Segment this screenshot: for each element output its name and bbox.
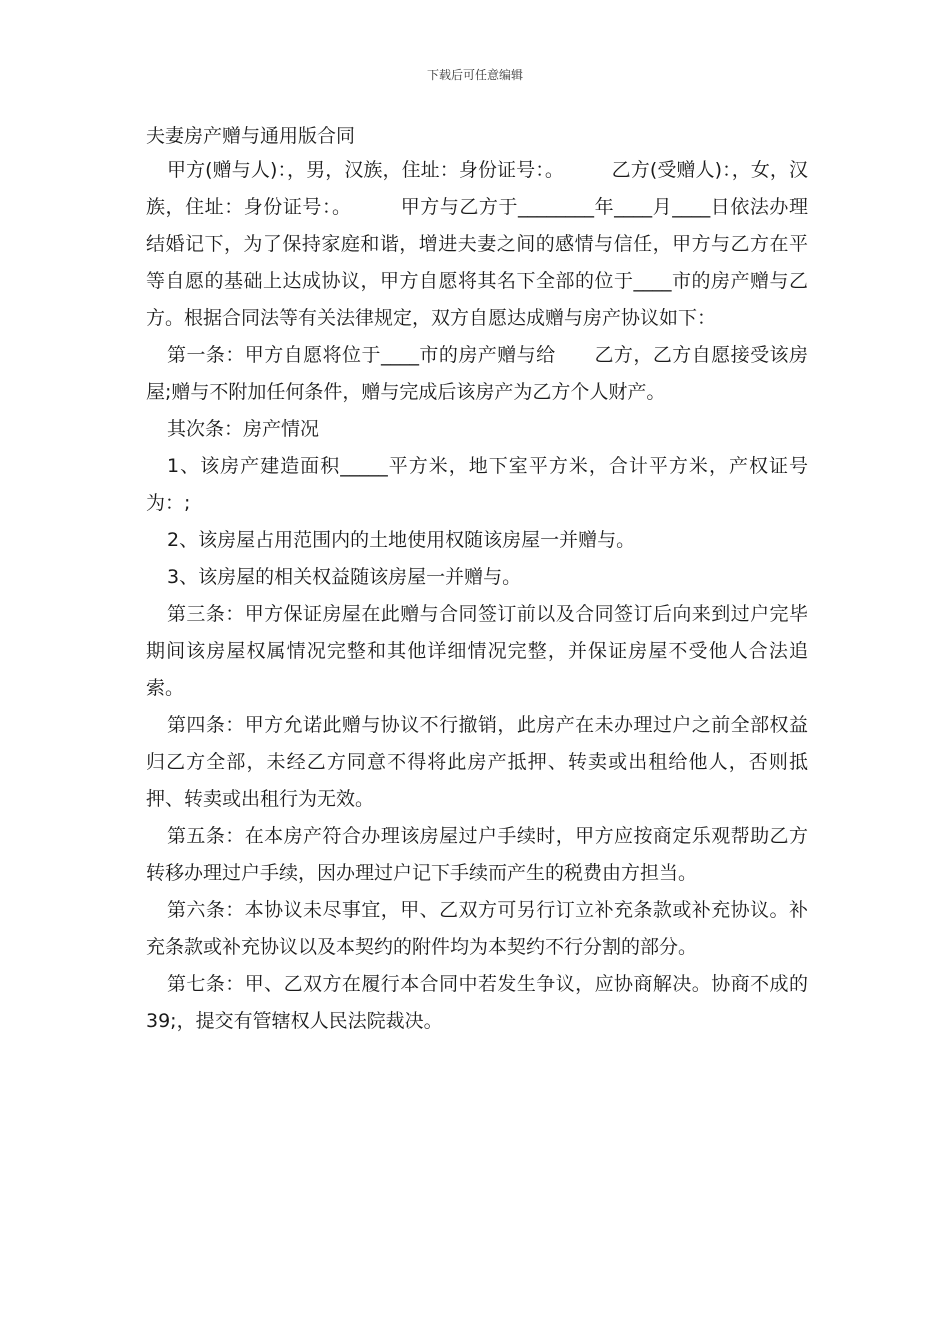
document-body bbox=[146, 152, 808, 1040]
paragraph-article-2-item-1: 1、该房产建造面积_____平方米，地下室平方米，合计平方米，产权证号为：; bbox=[146, 455, 808, 514]
document-title: 夫妻房产赠与通用版合同 bbox=[146, 125, 356, 147]
paragraph-article-6: 第六条：本协议未尽事宜，甲、乙双方可另行订立补充条款或补充协议。补充条款或补充协议以及本契约的附件均为本契约不行分割的部分。 bbox=[146, 899, 808, 958]
paragraph-article-2-item-3: 3、该房屋的相关权益随该房屋一并赠与。 bbox=[167, 566, 522, 588]
paragraph-article-2-heading: 其次条：房产情况 bbox=[167, 418, 320, 440]
paragraph-article-2-item-2: 2、该房屋占用范围内的土地使用权随该房屋一并赠与。 bbox=[167, 529, 636, 551]
paragraph-article-7: 第七条：甲、乙双方在履行本合同中若发生争议，应协商解决。协商不成的39;，提交有管辖权人民法院裁决。 bbox=[146, 973, 808, 1032]
paragraph-parties: 甲方(赠与人)：，男，汉族，住址：身份证号：。 乙方(受赠人)：，女，汉族，住址：身份证号：。 甲方与乙方于________年____月____日依法办理结婚记下，为了保持家庭和谐，增进夫妻之间的感情与信任，甲方与乙方在平等自愿的基础上达成协议，甲方自愿将其名下全部的位于____市的房产赠与乙方。根据合同法等有关法律规定，双方自愿达成赠与房产协议如下： bbox=[146, 159, 808, 329]
paragraph-article-4: 第四条：甲方允诺此赠与协议不行撤销，此房产在未办理过户之前全部权益归乙方全部，未经乙方同意不得将此房产抵押、转卖或出租给他人，否则抵押、转卖或出租行为无效。 bbox=[146, 714, 808, 810]
paragraph-article-5: 第五条：在本房产符合办理该房屋过户手续时，甲方应按商定乐观帮助乙方转移办理过户手续，因办理过户记下手续而产生的税费由方担当。 bbox=[146, 825, 808, 884]
paragraph-article-3: 第三条：甲方保证房屋在此赠与合同签订前以及合同签订后向来到过户完毕期间该房屋权属情况完整和其他详细情况完整，并保证房屋不受他人合法追索。 bbox=[146, 603, 808, 699]
paragraph-article-1: 第一条：甲方自愿将位于____市的房产赠与给 乙方，乙方自愿接受该房屋;赠与不附加任何条件，赠与完成后该房产为乙方个人财产。 bbox=[146, 344, 808, 403]
page-header-note: 下载后可任意编辑 bbox=[426, 68, 523, 82]
